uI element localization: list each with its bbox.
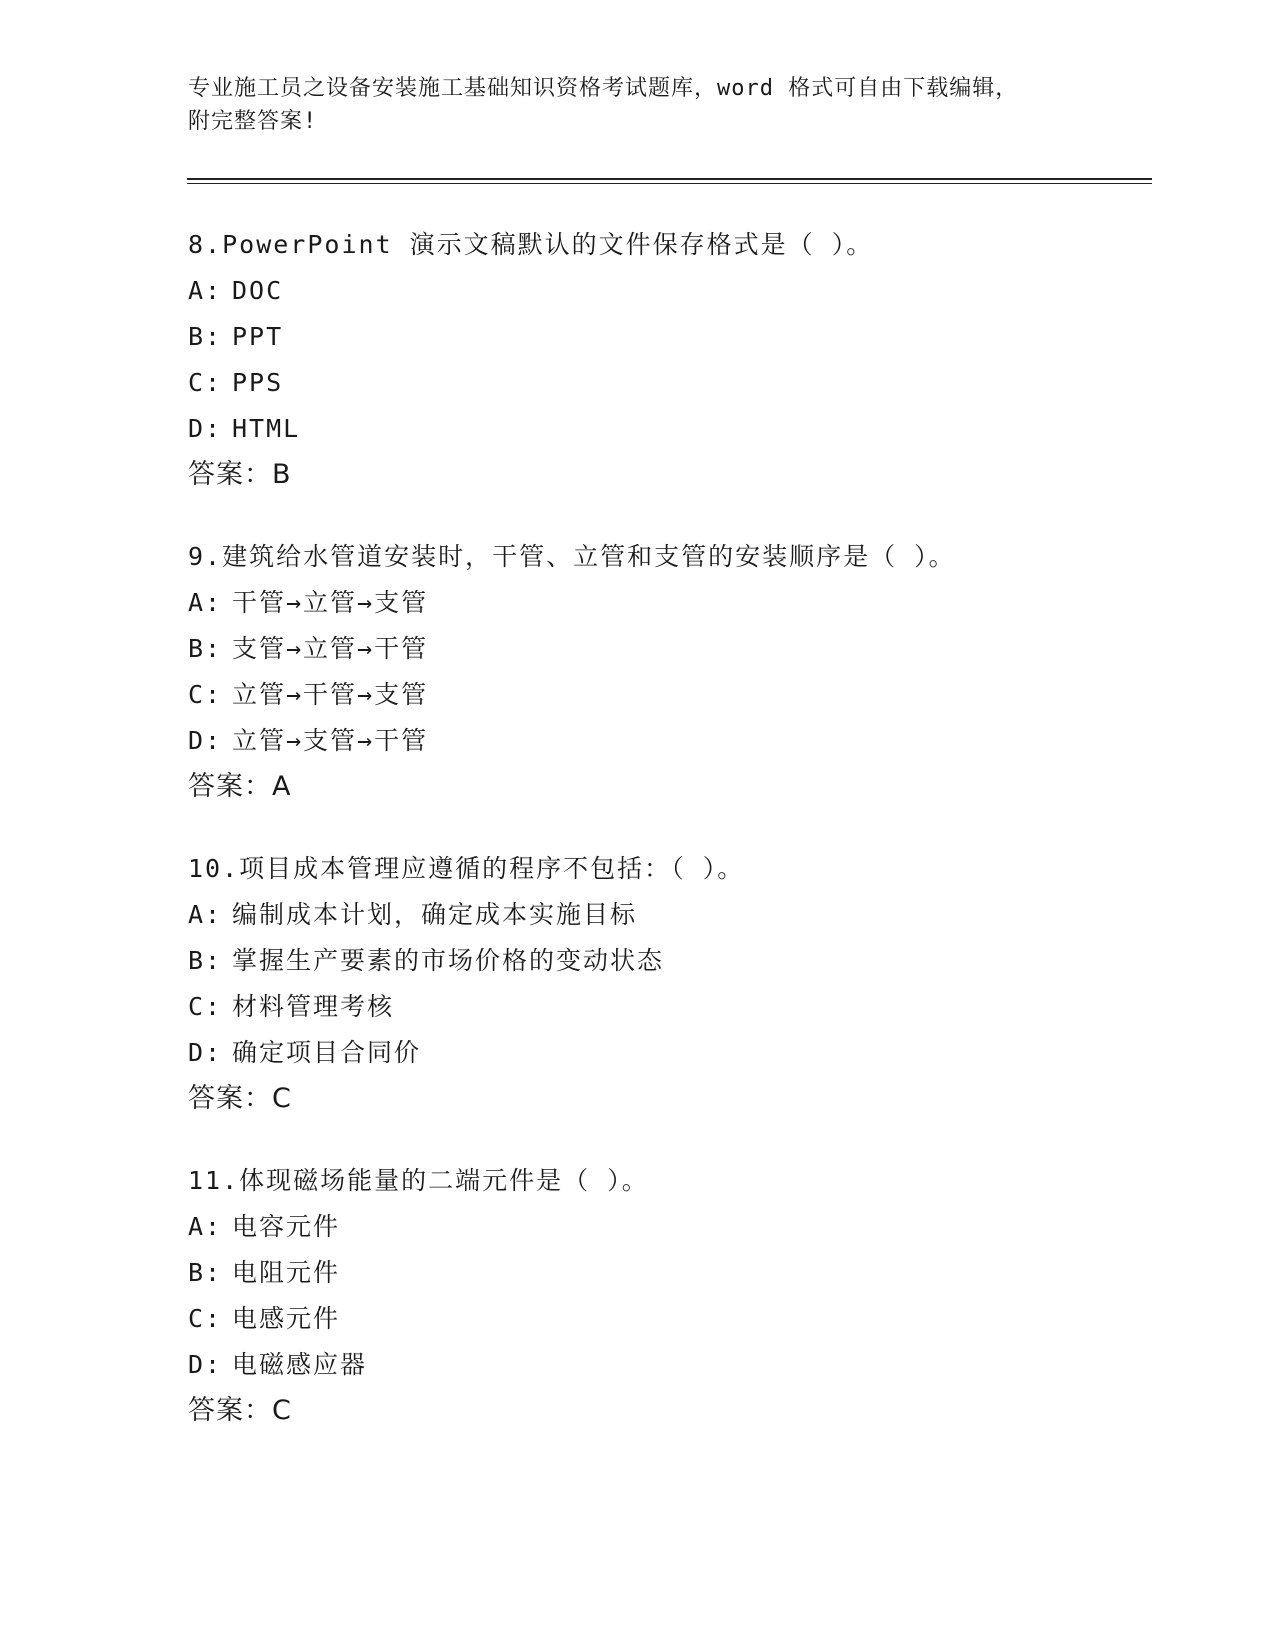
option-d	[188, 1342, 1128, 1388]
option-letter: A:	[188, 276, 223, 305]
option-d	[188, 406, 1128, 452]
option-text: 电感元件	[232, 1304, 341, 1333]
option-text: 立管→支管→干管	[232, 726, 429, 755]
answer-line: 答案：A	[188, 771, 292, 802]
option-text: PPT	[232, 322, 284, 351]
option-d	[188, 718, 1128, 764]
document-header	[188, 72, 1088, 138]
option-letter: C:	[188, 992, 223, 1021]
option-text: 编制成本计划，确定成本实施目标	[232, 900, 638, 929]
option-text: 支管→立管→干管	[232, 634, 429, 663]
question-stem: 10.项目成本管理应遵循的程序不包括：（ ）。	[188, 854, 745, 883]
option-letter: B:	[188, 322, 223, 351]
header-line-2: 附完整答案!	[188, 109, 318, 134]
option-letter: D:	[188, 1038, 223, 1067]
option-letter: D:	[188, 1350, 223, 1379]
option-letter: C:	[188, 1304, 223, 1333]
option-text: 干管→立管→支管	[232, 588, 429, 617]
option-c	[188, 1296, 1128, 1342]
option-c	[188, 360, 1128, 406]
option-b	[188, 1250, 1128, 1296]
option-text: PPS	[232, 368, 284, 397]
option-text: 确定项目合同价	[232, 1038, 422, 1067]
option-letter: A:	[188, 900, 223, 929]
option-c	[188, 672, 1128, 718]
option-letter: D:	[188, 726, 223, 755]
option-b	[188, 314, 1128, 360]
option-a	[188, 1204, 1128, 1250]
question-8	[188, 222, 1128, 498]
option-text: HTML	[232, 414, 301, 443]
option-letter: C:	[188, 680, 223, 709]
option-text: 材料管理考核	[232, 992, 395, 1021]
option-letter: A:	[188, 1212, 223, 1241]
option-text: DOC	[232, 276, 284, 305]
option-letter: A:	[188, 588, 223, 617]
question-stem: 8.PowerPoint 演示文稿默认的文件保存格式是（ ）。	[188, 230, 874, 259]
option-a	[188, 580, 1128, 626]
option-a	[188, 892, 1128, 938]
header-line-1: 专业施工员之设备安装施工基础知识资格考试题库，word 格式可自由下载编辑，	[188, 76, 1019, 101]
option-text: 掌握生产要素的市场价格的变动状态	[232, 946, 665, 975]
answer-line: 答案：C	[188, 1083, 292, 1114]
option-text: 电容元件	[232, 1212, 341, 1241]
option-text: 电磁感应器	[232, 1350, 368, 1379]
option-letter: D:	[188, 414, 223, 443]
header-divider	[187, 178, 1152, 184]
question-9	[188, 534, 1128, 810]
answer-line: 答案：C	[188, 1395, 292, 1426]
question-stem: 11.体现磁场能量的二端元件是（ ）。	[188, 1166, 649, 1195]
question-10	[188, 846, 1128, 1122]
option-b	[188, 626, 1128, 672]
answer-line: 答案：B	[188, 459, 292, 490]
question-11	[188, 1158, 1128, 1434]
option-letter: B:	[188, 1258, 223, 1287]
option-c	[188, 984, 1128, 1030]
option-letter: C:	[188, 368, 223, 397]
option-letter: B:	[188, 946, 223, 975]
option-letter: B:	[188, 634, 223, 663]
option-b	[188, 938, 1128, 984]
option-a	[188, 268, 1128, 314]
option-d	[188, 1030, 1128, 1076]
question-stem: 9.建筑给水管道安装时，干管、立管和支管的安装顺序是（ ）。	[188, 542, 956, 571]
option-text: 电阻元件	[232, 1258, 341, 1287]
option-text: 立管→干管→支管	[232, 680, 429, 709]
